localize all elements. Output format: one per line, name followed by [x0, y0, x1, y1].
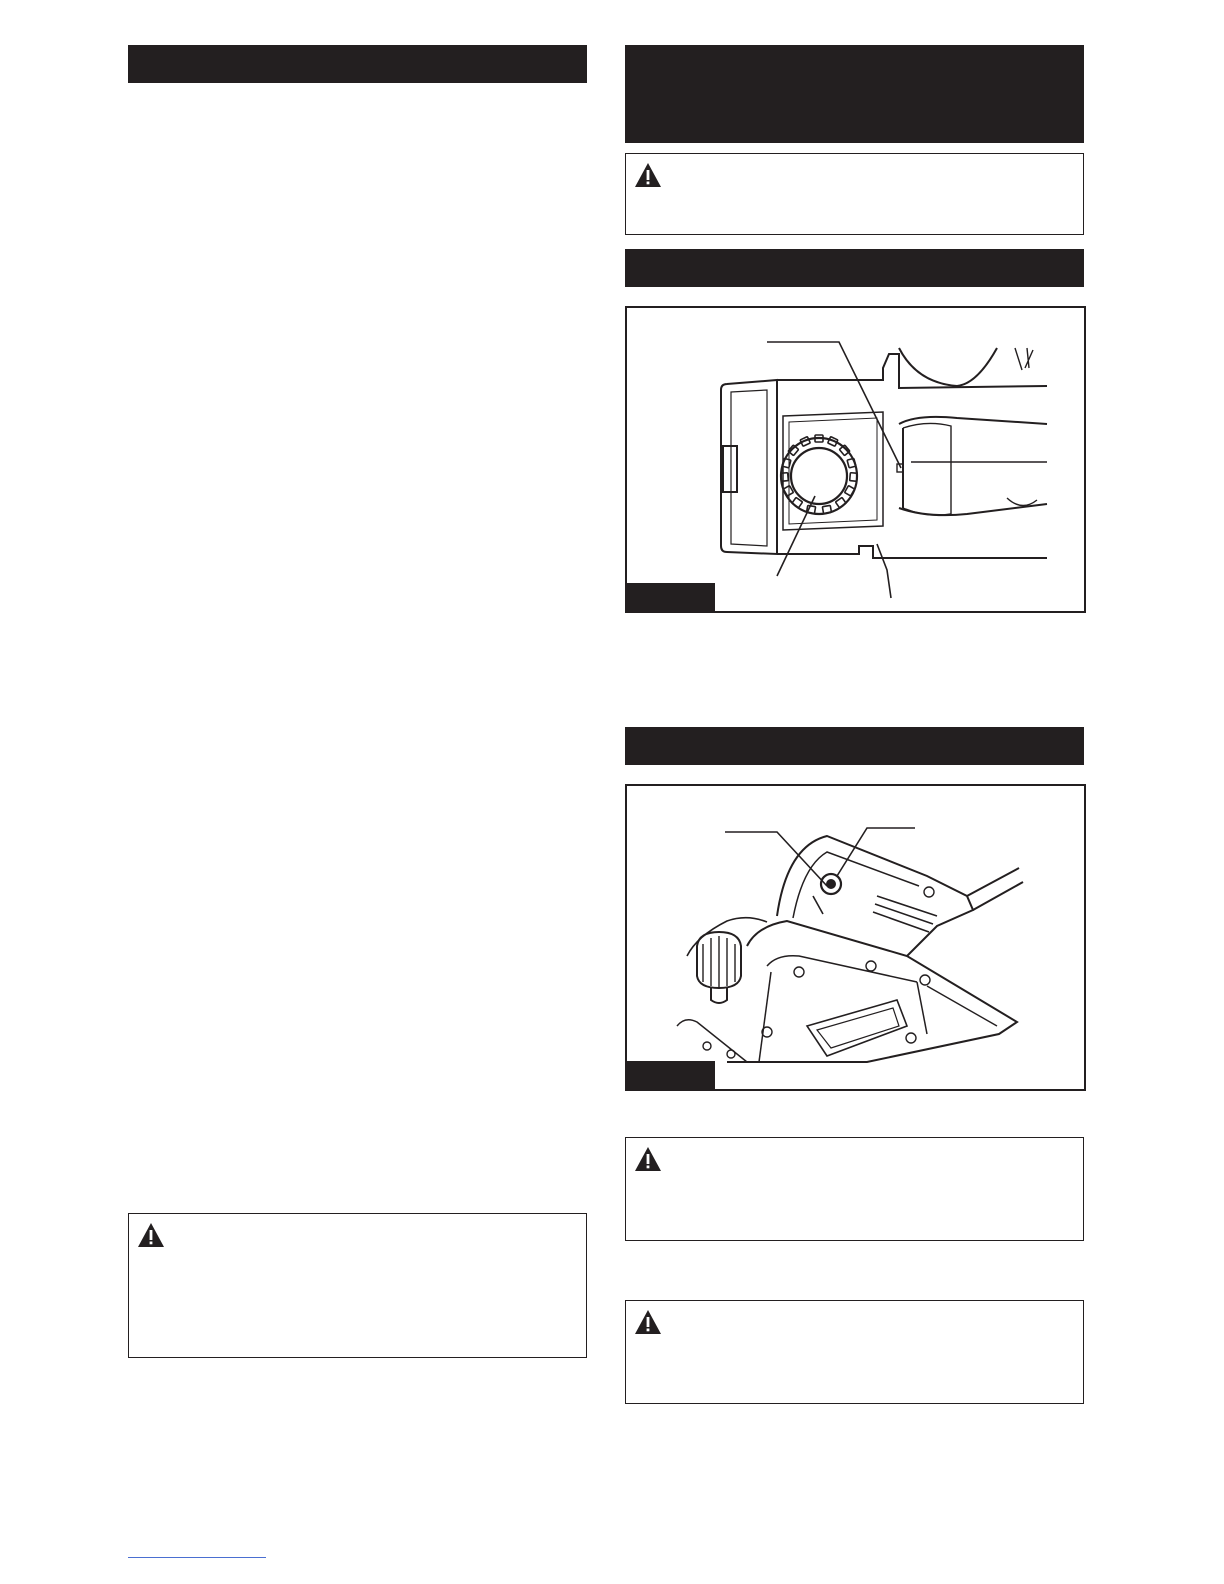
planer-top-view-illustration — [627, 308, 1086, 613]
right-section-header-bar-tall — [625, 45, 1084, 143]
warning-triangle-icon — [634, 162, 662, 188]
left-section-header-bar — [128, 45, 587, 83]
planer-side-view-illustration — [627, 786, 1086, 1091]
right-section-header-bar-1 — [625, 249, 1084, 287]
right-warning-box-middle — [625, 1137, 1084, 1241]
figure-2-label-tab — [627, 1061, 715, 1089]
footer-link-underline[interactable] — [128, 1557, 266, 1558]
figure-1-depth-adjust-knob — [625, 306, 1086, 613]
warning-triangle-icon — [634, 1146, 662, 1172]
right-section-header-bar-2 — [625, 727, 1084, 765]
figure-2-handle-lock-screw — [625, 784, 1086, 1091]
warning-triangle-icon — [634, 1309, 662, 1335]
left-warning-box — [128, 1213, 587, 1358]
figure-1-label-tab — [627, 583, 715, 611]
right-warning-box-top — [625, 153, 1084, 235]
right-warning-box-bottom — [625, 1300, 1084, 1404]
warning-triangle-icon — [137, 1222, 165, 1248]
